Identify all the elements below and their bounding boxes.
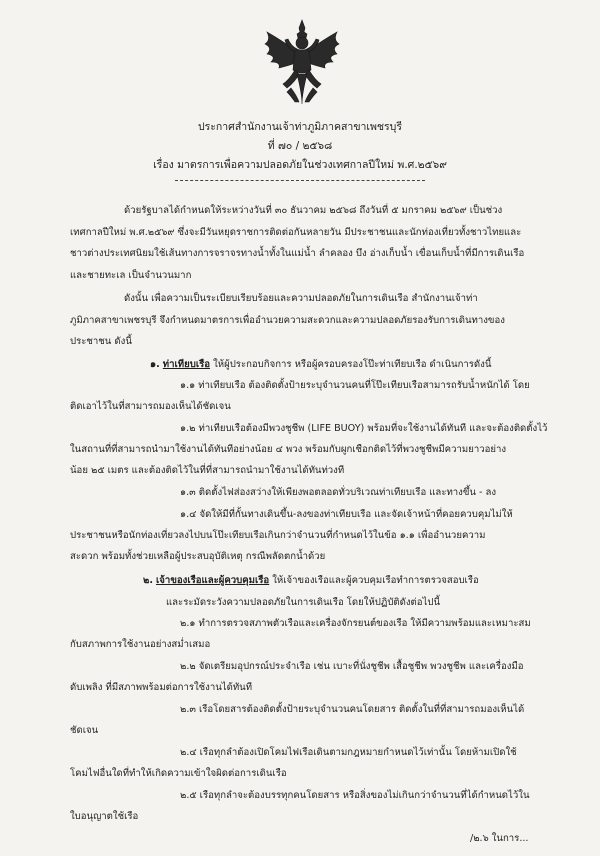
section-2-line: กับสภาพการใช้งานอย่างสม่ำเสมอ	[70, 639, 211, 650]
section-2-line: โคมไฟอื่นใดที่ทำให้เกิดความเข้าใจผิดต่อการเดินเรือ	[70, 768, 287, 779]
section-2-line: ชัดเจน	[70, 725, 99, 736]
intro-p1-line-2: เทศกาลปีใหม่ พ.ศ.๒๕๖๙ ซึ่งจะมีวันหยุดราชการติดต่อกันหลายวัน มีประชาชนและนักท่องเที่ยวทั้งชาวไทยและ	[70, 227, 522, 238]
section-2-line: ใบอนุญาตใช้เรือ	[70, 811, 139, 822]
section-2-heading-line	[143, 574, 479, 588]
section-1-line: สะดวก พร้อมทั้งช่วยเหลือผู้ประสบอุบัติเหตุ กรณีพลัดตกน้ำด้วย	[70, 551, 326, 562]
section-2-line: ๒.๑ ทำการตรวจสภาพตัวเรือและเครื่องจักรยนต์ของเรือ ให้มีความพร้อมและเหมาะสม	[180, 618, 531, 629]
announcement-title: ประกาศสำนักงานเจ้าท่าภูมิภาคสาขาเพชรบุรี	[197, 121, 402, 133]
section-1-lead: ให้ผู้ประกอบกิจการ หรือผู้ครอบครองโป๊ะท่าเทียบเรือ ดำเนินการดังนี้	[210, 359, 492, 370]
announcement-number: ที่ ๗๐ / ๒๕๖๘	[267, 140, 333, 152]
section-1-line: ๑.๑ ท่าเทียบเรือ ต้องติดตั้งป้ายระบุจำนวนคนที่โป๊ะเทียบเรือสามารถรับน้ำหนักได้ โดย	[180, 380, 530, 391]
section-2-line: ๒.๒ จัดเตรียมอุปกรณ์ประจำเรือ เช่น เบาะที่นั่งชูชีพ เสื้อชูชีพ พวงชูชีพ และเครื่องมือ	[180, 661, 524, 672]
intro-p1-line-1: ด้วยรัฐบาลได้กำหนดให้ระหว่างวันที่ ๓๐ ธันวาคม ๒๕๖๘ ถึงวันที่ ๕ มกราคม ๒๕๖๙ เป็นช่วง	[124, 205, 503, 216]
section-1-line: น้อย ๒๕ เมตร และต้องติดไว้ในที่ที่สามารถนำมาใช้งานได้ทันท่วงที	[70, 465, 345, 476]
section-1-line: ประชาชนหรือนักท่องเที่ยวลงไปบนโป๊ะเทียบเรือเกินกว่าจำนวนที่กำหนดไว้ในข้อ ๑.๑ เพื่ออำนวยความ	[70, 530, 486, 541]
section-2-line: และระมัดระวังความปลอดภัยในการเดินเรือ โดยให้ปฏิบัติดังต่อไปนี้	[166, 597, 441, 608]
section-2-line: ดับเพลิง ที่มีสภาพพร้อมต่อการใช้งานได้ทันที	[70, 682, 253, 693]
section-1-line: ๑.๒ ท่าเทียบเรือต้องมีพวงชูชีพ (LIFE BUOY) พร้อมที่จะใช้งานได้ทันที และจะต้องติดตั้งไว้	[180, 423, 548, 434]
title-divider	[175, 180, 425, 181]
intro-p1-line-4: และชายทะเล เป็นจำนวนมาก	[70, 270, 192, 281]
section-2-lead: ให้เจ้าของเรือและผู้ควบคุมเรือทำการตรวจสอบเรือ	[269, 575, 479, 586]
section-2-line: ๒.๓ เรือโดยสารต้องติดตั้งป้ายระบุจำนวนคนโดยสาร ติดตั้งในที่ที่สามารถมองเห็นได้	[180, 704, 525, 715]
page-continuation: /๒.๖ ในการ...	[470, 833, 529, 844]
section-1-line: ๑.๔ จัดให้มีที่กั้นทางเดินขึ้น-ลงของท่าเทียบเรือ และจัดเจ้าหน้าที่คอยควบคุมไม่ให้	[180, 509, 513, 520]
announcement-subject: เรื่อง มาตรการเพื่อความปลอดภัยในช่วงเทศกาลปีใหม่ พ.ศ.๒๕๖๙	[153, 159, 447, 171]
section-2-heading: เจ้าของเรือและผู้ควบคุมเรือ	[156, 575, 270, 586]
intro-p2-line-2: ภูมิภาคสาขาเพชรบุรี จึงกำหนดมาตรการเพื่ออำนวยความสะดวกและความปลอดภัยรองรับการเดินทางของ	[70, 315, 505, 326]
intro-p2-line-3: ประชาชน ดังนี้	[70, 336, 132, 347]
section-2-number: ๒.	[143, 575, 153, 586]
section-1-heading-line	[150, 358, 491, 372]
garuda-emblem-icon	[261, 18, 343, 106]
intro-p2-line-1: ดังนั้น เพื่อความเป็นระเบียบเรียบร้อยและความปลอดภัยในการเดินเรือ สำนักงานเจ้าท่า	[124, 293, 478, 304]
section-2-line: ๒.๔ เรือทุกลำต้องเปิดโคมไฟเรือเดินตามกฎหมายกำหนดไว้เท่านั้น โดยห้ามเปิดใช้	[180, 747, 517, 758]
section-1-line: ในสถานที่ที่สามารถนำมาใช้งานได้ทันทีอย่างน้อย ๔ พวง พร้อมกับผูกเชือกติดไว้ที่พวงชูชีพมีความยาวอย่าง	[70, 444, 507, 455]
section-2-line: ๒.๕ เรือทุกลำจะต้องบรรทุกคนโดยสาร หรือสิ่งของไม่เกินกว่าจำนวนที่ได้กำหนดไว้ใน	[180, 790, 530, 801]
section-1-line: ติดเอาไว้ในที่สามารถมองเห็นได้ชัดเจน	[70, 401, 231, 412]
intro-p1-line-3: ชาวต่างประเทศนิยมใช้เส้นทางการจราจรทางน้ำทั้งในแม่น้ำ ลำคลอง บึง อ่างเก็บน้ำ เขื่อนเก็บน้ำที่มีการเดินเรือ	[70, 248, 525, 259]
section-1-line: ๑.๓ ติดตั้งไฟส่องสว่างให้เพียงพอตลอดทั่วบริเวณท่าเทียบเรือ และทางขึ้น - ลง	[180, 487, 497, 498]
section-1-heading: ท่าเทียบเรือ	[162, 359, 211, 370]
section-1-number: ๑.	[150, 359, 160, 370]
